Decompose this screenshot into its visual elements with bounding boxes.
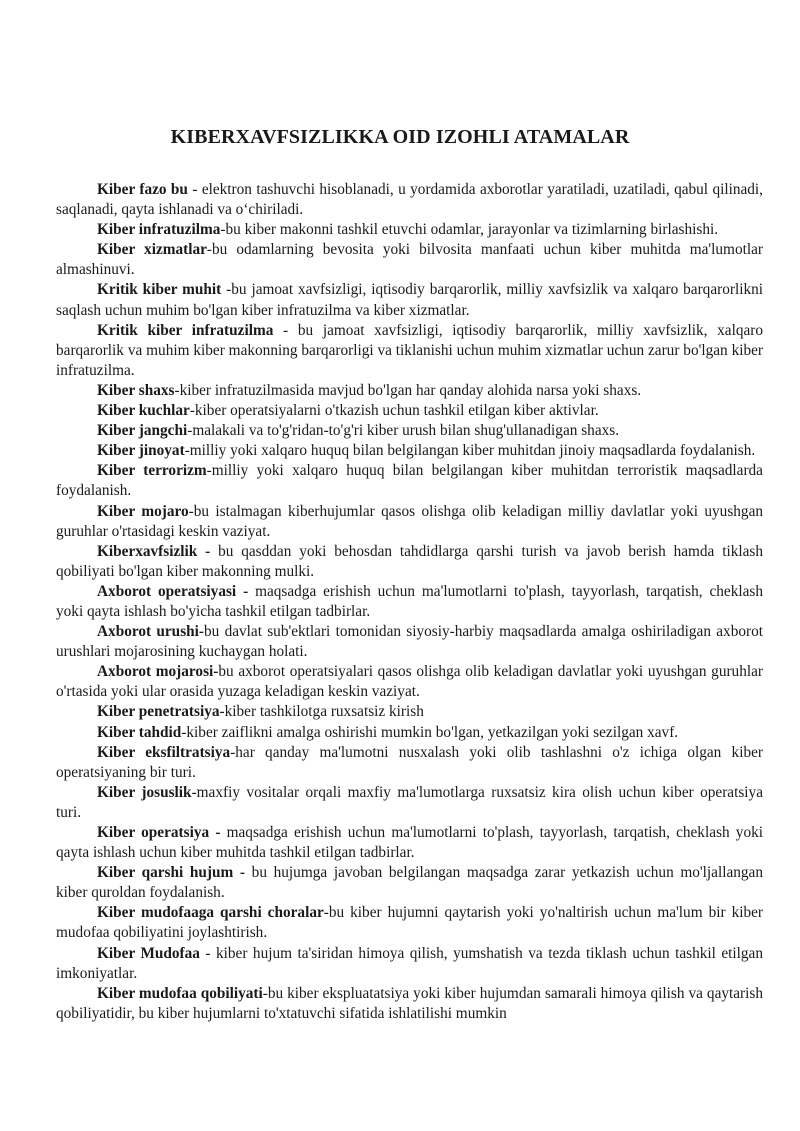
glossary-definition: maqsadga erishish uchun ma'lumotlarni to'plash, tayyorlash, tarqatish, cheklash yoki qayta ishlash uchun kiber muhitda tashkil etilgan tadbirlar.	[56, 824, 763, 862]
glossary-entry	[56, 180, 763, 220]
glossary-entry	[56, 220, 763, 240]
glossary-entry	[56, 823, 763, 863]
glossary-term: Kiberxavfsizlik -	[97, 542, 211, 560]
glossary-term: Kiber jangchi	[97, 422, 188, 440]
glossary-definition: bu qasddan yoki behosdan tahdidlarga qarshi turish va javob berish hamda tiklash qobiliyati bo'lgan kiber makonning mulki.	[56, 542, 763, 580]
glossary-term: Kiber eksfiltratsiya	[97, 743, 231, 761]
glossary-entry	[56, 240, 763, 280]
glossary-entry	[56, 622, 763, 662]
glossary-term: Kiber operatsiya -	[97, 824, 221, 841]
glossary-definition: -bu kiber makonni tashkil etuvchi odamlar, jarayonlar va tizimlarning birlashishi.	[220, 221, 719, 239]
glossary-definition: -bu jamoat xavfsizligi, iqtisodiy barqarorlik, milliy xavfsizlik va xalqaro barqarorlikni saqlash uchun muhim bo'lgan kiber infratuzilma va kiber xizmatlar.	[56, 281, 764, 319]
glossary-entry	[56, 723, 763, 743]
glossary-term: Kiber xizmatlar	[97, 241, 207, 259]
glossary-term: Kiber infratuzilma	[97, 221, 221, 239]
glossary-term: Kritik kiber muhit	[97, 281, 222, 299]
glossary-definition: -bu odamlarning bevosita yoki bilvosita manfaati uchun kiber muhitda ma'lumotlar almashinuvi.	[56, 241, 763, 279]
glossary-definition: -milliy yoki xalqaro huquq bilan belgilangan kiber muhitdan jinoiy maqsadlarda foydalanish.	[184, 442, 756, 460]
glossary-term: Kiber fazo bu	[97, 181, 188, 198]
glossary-entry	[56, 461, 763, 501]
document-title: KIBERXAVFSIZLIKKA OID IZOHLI ATAMALAR	[170, 126, 630, 148]
glossary-definition: -bu kiber ekspluatatsiya yoki kiber hujumdan samarali himoya qilish va qaytarish qobiliyatidir, bu kiber hujumlarni to'xtatuvchi sifatida ishlatilishi mumkin	[56, 984, 763, 1022]
glossary-term: Kiber mudofaaga qarshi choralar	[97, 904, 324, 922]
glossary-entry	[56, 321, 763, 381]
glossary-definition: -kiber operatsiyalarni o'tkazish uchun tashkil etilgan kiber aktivlar.	[189, 402, 599, 420]
glossary-term: Kiber terrorizm	[97, 462, 207, 480]
glossary-definition: bu hujumga javoban belgilangan maqsadga zarar yetkazish uchun mo'ljallangan kiber quroldan foydalanish.	[56, 864, 763, 902]
glossary-entry	[56, 582, 763, 622]
glossary-entry	[56, 984, 763, 1024]
glossary-definition: -milliy yoki xalqaro huquq bilan belgilangan kiber muhitdan terroristik maqsadlarda foydalanish.	[56, 462, 763, 500]
glossary-entry	[56, 280, 763, 320]
glossary-definition: - kiber hujum ta'siridan himoya qilish, yumshatish va tezda tiklash uchun tashkil etilgan imkoniyatlar.	[56, 944, 763, 982]
glossary-entry	[56, 502, 763, 542]
glossary-term: Axborot mojarosi-	[97, 663, 219, 681]
glossary-term: Kiber penetratsiya	[97, 703, 220, 721]
glossary-entry	[56, 743, 763, 783]
glossary-term: Kiber shaxs	[97, 381, 175, 399]
glossary-entry	[56, 783, 763, 823]
glossary-entry	[56, 863, 763, 903]
glossary-entry	[56, 381, 763, 401]
glossary-definition: -bu kiber hujumni qaytarish yoki yo'naltirish uchun ma'lum bir kiber mudofaa qobiliyatini joylashtirish.	[56, 904, 763, 942]
glossary-term: Axborot operatsiyasi -	[97, 582, 249, 600]
glossary-entry	[56, 662, 763, 702]
glossary-definition: -kiber zaiflikni amalga oshirishi mumkin bo'lgan, yetkazilgan yoki sezilgan xavf.	[181, 723, 679, 741]
glossary-entry	[56, 441, 763, 461]
glossary-term: Kiber kuchlar	[97, 402, 190, 420]
glossary-entry	[56, 542, 763, 582]
glossary-entry	[56, 401, 763, 421]
glossary-definition: -har qanday ma'lumotni nusxalash yoki olib tashlashni o'z ichiga olgan kiber operatsiyaning bir turi.	[56, 743, 763, 781]
glossary-definition: bu axborot operatsiyalari qasos olishga olib keladigan davlatlar yoki uyushgan guruhlar o'rtasida yoki ular orasida yuzaga keladigan keskin vaziyat.	[56, 663, 763, 701]
glossary-entry	[56, 421, 763, 441]
glossary-term: Kiber mojaro	[97, 502, 189, 520]
glossary-definition: maqsadga erishish uchun ma'lumotlarni to'plash, tayyorlash, tarqatish, cheklash yoki qayta ishlash bo'yicha tashkil etilgan tadbirlar.	[56, 582, 763, 620]
glossary-definition: -kiber tashkilotga ruxsatsiz kirish	[219, 703, 424, 721]
glossary-definition: - elektron tashuvchi hisoblanadi, u yordamida axborotlar yaratiladi, uzatiladi, qabul qilinadi, saqlanadi, qayta ishlanadi va o‘chiriladi.	[56, 181, 763, 219]
glossary-term: Kiber tahdid	[97, 723, 182, 741]
glossary-term: Kiber Mudofaa	[97, 944, 200, 962]
glossary-entry	[56, 944, 763, 984]
glossary-definition: -bu istalmagan kiberhujumlar qasos olishga olib keladigan milliy davlatlar yoki uyushgan guruhlar o'rtasidagi keskin vaziyat.	[56, 502, 764, 540]
glossary-term: Kritik kiber infratuzilma	[97, 321, 274, 339]
glossary-term: Kiber jinoyat	[97, 442, 185, 460]
glossary-definition: -malakali va to'g'ridan-to'g'ri kiber urush bilan shug'ullanadigan shaxs.	[187, 422, 620, 440]
glossary-entry	[56, 903, 763, 943]
glossary-definition: bu davlat sub'ektlari tomonidan siyosiy-harbiy maqsadlarda amalga oshiriladigan axborot urushlari mojarosining kuchaygan holati.	[56, 623, 763, 661]
glossary-list	[56, 180, 763, 1024]
glossary-definition: - bu jamoat xavfsizligi, iqtisodiy barqarorlik, milliy xavfsizlik, xalqaro barqarorlik va muhim kiber makonning barqarorligi va tiklanishi uchun muhim xizmatlar uchun zarur bo'lgan kiber infratuzilma.	[56, 321, 763, 379]
glossary-entry	[56, 702, 763, 722]
glossary-term: Kiber qarshi hujum -	[97, 864, 246, 882]
glossary-definition: -maxfiy vositalar orqali maxfiy ma'lumotlarga ruxsatsiz kira olish uchun kiber operatsiya turi.	[56, 783, 763, 821]
glossary-term: Axborot urushi-	[97, 623, 204, 641]
glossary-definition: -kiber infratuzilmasida mavjud bo'lgan har qanday alohida narsa yoki shaxs.	[174, 381, 642, 399]
glossary-term: Kiber josuslik	[97, 783, 192, 801]
glossary-term: Kiber mudofaa qobiliyati	[97, 984, 263, 1002]
